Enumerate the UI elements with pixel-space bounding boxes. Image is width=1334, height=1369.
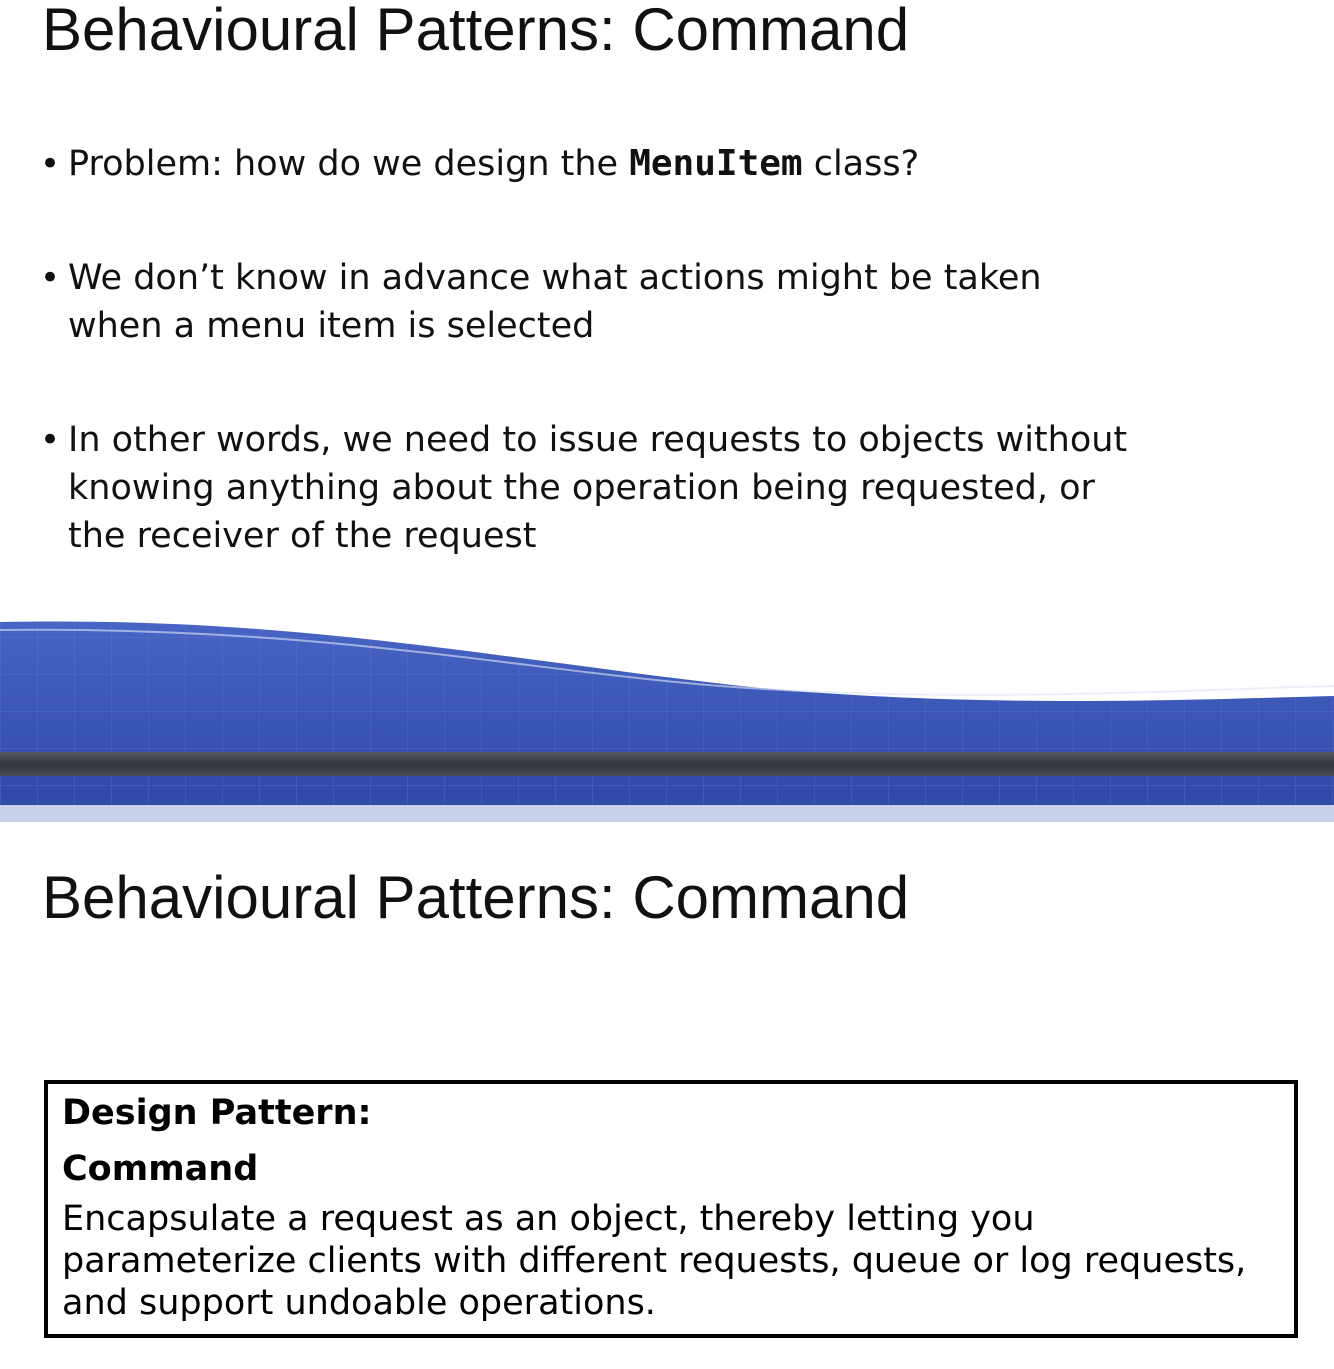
bullet-text: class? [802, 144, 920, 184]
bullet-text: In other words, we need to issue requests to objects without knowing anything about the operation being requested, or the receiver of the request [68, 420, 1128, 556]
code-text: MenuItem [629, 143, 803, 184]
design-pattern-box [44, 1080, 1298, 1338]
pattern-name: Command [62, 1149, 259, 1189]
bullet-item [40, 416, 1140, 560]
bullet-list [40, 140, 1140, 560]
slide-title: Behavioural Patterns: Command [42, 864, 910, 931]
decorative-wave-banner [0, 600, 1334, 830]
bullet-text: We don’t know in advance what actions might be taken when a menu item is selected [68, 258, 1042, 346]
bullet-item [40, 254, 1140, 350]
slide-title: Behavioural Patterns: Command [42, 0, 910, 63]
bullet-text: Problem: how do we design the [68, 144, 630, 184]
slide-2 [0, 822, 1334, 1369]
pattern-heading: Design Pattern: [62, 1093, 372, 1133]
pattern-description: Encapsulate a request as an object, thereby letting you parameterize clients with different requests, queue or log requests, and support undoable operations. [62, 1199, 1247, 1323]
bullet-item [40, 140, 1140, 188]
